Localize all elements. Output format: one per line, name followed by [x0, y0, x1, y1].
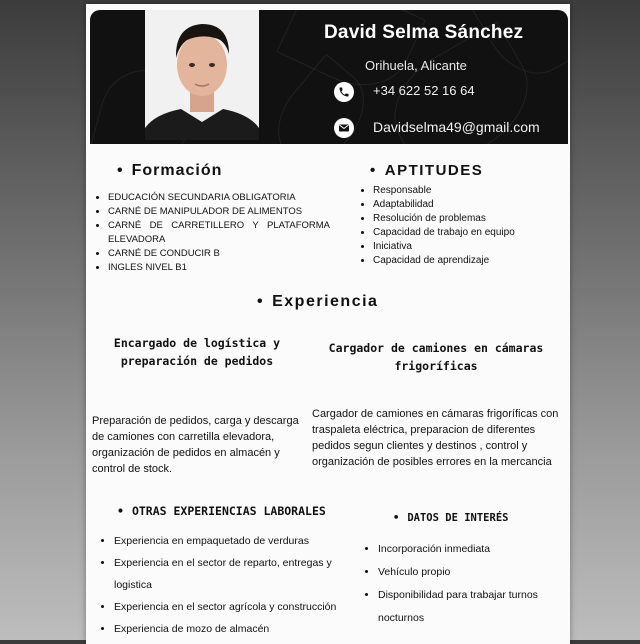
job-description-1: Preparación de pedidos, carga y descarga de camiones con carretilla elevadora, organización de pedidos en almacén y control de stock. — [92, 415, 299, 475]
list-item: • Vehículo propio — [378, 561, 580, 584]
job-title-2: Cargador de camiones en cámaras frigoríficas — [328, 341, 544, 373]
phone-icon — [334, 82, 354, 102]
list-item: • CARNÉ DE MANIPULADOR DE ALIMENTOS — [108, 205, 330, 219]
list-item: • Responsable — [373, 184, 573, 198]
location: Orihuela, Alicante — [365, 58, 467, 73]
job-title-1: Encargado de logística y preparación de pedidos — [113, 336, 281, 368]
list-item: • Experiencia en el sector agrícola y construcción — [114, 596, 368, 618]
list-item: • Adaptabilidad — [373, 198, 573, 212]
otras-experiencias-title: • OTRAS EXPERIENCIAS LABORALES — [117, 504, 326, 518]
list-item: • CARNÉ DE CARRETILLERO Y PLATAFORMA ELEVADORA — [108, 219, 330, 247]
list-item: • CARNÉ DE CONDUCIR B — [108, 247, 330, 261]
full-name: David Selma Sánchez — [324, 22, 524, 43]
list-item: • Experiencia de mozo de almacén — [114, 618, 368, 640]
phone-number[interactable]: +34 622 52 16 64 — [373, 83, 475, 98]
list-item: • Disponibilidad para trabajar turnos nocturnos — [378, 584, 580, 630]
aptitudes-list — [357, 184, 573, 268]
datos-interes-list — [362, 538, 580, 630]
list-item: • Capacidad de trabajo en equipo — [373, 226, 573, 240]
list-item: • EDUCACIÓN SECUNDARIA OBLIGATORIA — [108, 191, 330, 205]
list-item: • Experiencia en el sector de reparto, entregas y logistica — [114, 552, 368, 596]
job-description-2: Cargador de camiones en cámaras frigoríficas con traspaleta eléctrica, preparacion de diferentes pedidos segun clientes y destinos , control y organización de posibles errores en la mercancia — [312, 408, 559, 468]
otras-experiencias-list — [98, 530, 368, 640]
profile-photo — [145, 10, 259, 140]
experiencia-title: • Experiencia — [257, 293, 379, 310]
email-address[interactable]: Davidselma49@gmail.com — [373, 119, 540, 135]
aptitudes-title: • APTITUDES — [370, 162, 484, 179]
list-item: • Resolución de problemas — [373, 212, 573, 226]
list-item: • INGLES NIVEL B1 — [108, 261, 330, 275]
datos-interes-title: • DATOS DE INTERÉS — [393, 512, 509, 524]
list-item: • Incorporación inmediata — [378, 538, 580, 561]
email-icon — [334, 118, 354, 138]
formacion-list — [92, 191, 330, 275]
list-item: • Experiencia en empaquetado de verduras — [114, 530, 368, 552]
list-item: • Iniciativa — [373, 240, 573, 254]
formacion-title: • Formación — [117, 162, 223, 179]
list-item: • Capacidad de aprendizaje — [373, 254, 573, 268]
